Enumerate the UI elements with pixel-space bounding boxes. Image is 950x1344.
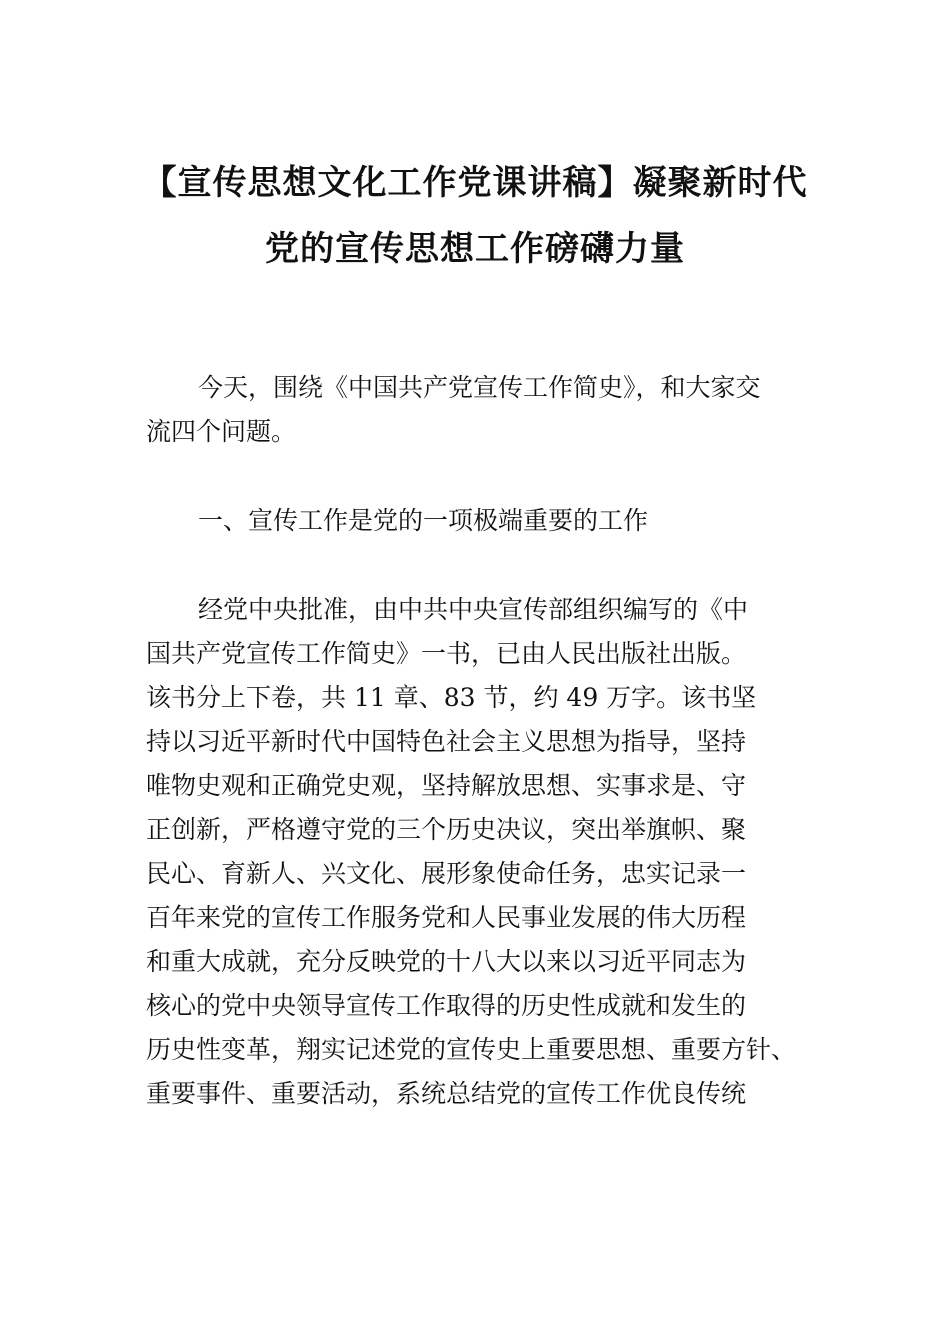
title-line: 【宣传思想文化工作党课讲稿】凝聚新时代	[142, 163, 808, 203]
body-line: 百年来党的宣传工作服务党和人民事业发展的伟大历程	[146, 903, 747, 932]
body-line: 经党中央批准，由中共中央宣传部组织编写的《中	[198, 595, 749, 624]
intro-line: 今天，围绕《中国共产党宣传工作简史》，和大家交	[198, 373, 761, 402]
body-line: 该书分上下卷，共 11 章、83 节，约 49 万字。该书坚	[146, 683, 757, 712]
body-line: 历史性变革，翔实记述党的宣传史上重要思想、重要方针、	[146, 1035, 797, 1064]
body-line: 核心的党中央领导宣传工作取得的历史性成就和发生的	[146, 991, 747, 1020]
body-line: 国共产党宣传工作简史》一书，已由人民出版社出版。	[146, 639, 747, 668]
section-heading: 一、宣传工作是党的一项极端重要的工作	[198, 506, 649, 535]
body-line: 正创新，严格遵守党的三个历史决议，突出举旗帜、聚	[146, 815, 747, 844]
document-title	[120, 150, 830, 282]
intro-line: 流四个问题。	[146, 417, 297, 446]
body-line: 民心、育新人、兴文化、展形象使命任务，忠实记录一	[146, 859, 747, 888]
body-line: 和重大成就，充分反映党的十八大以来以习近平同志为	[146, 947, 747, 976]
title-line: 党的宣传思想工作磅礴力量	[265, 229, 685, 269]
body-line: 唯物史观和正确党史观，坚持解放思想、实事求是、守	[146, 771, 747, 800]
body-line: 持以习近平新时代中国特色社会主义思想为指导，坚持	[146, 727, 747, 756]
body-line: 重要事件、重要活动，系统总结党的宣传工作优良传统	[146, 1079, 747, 1108]
